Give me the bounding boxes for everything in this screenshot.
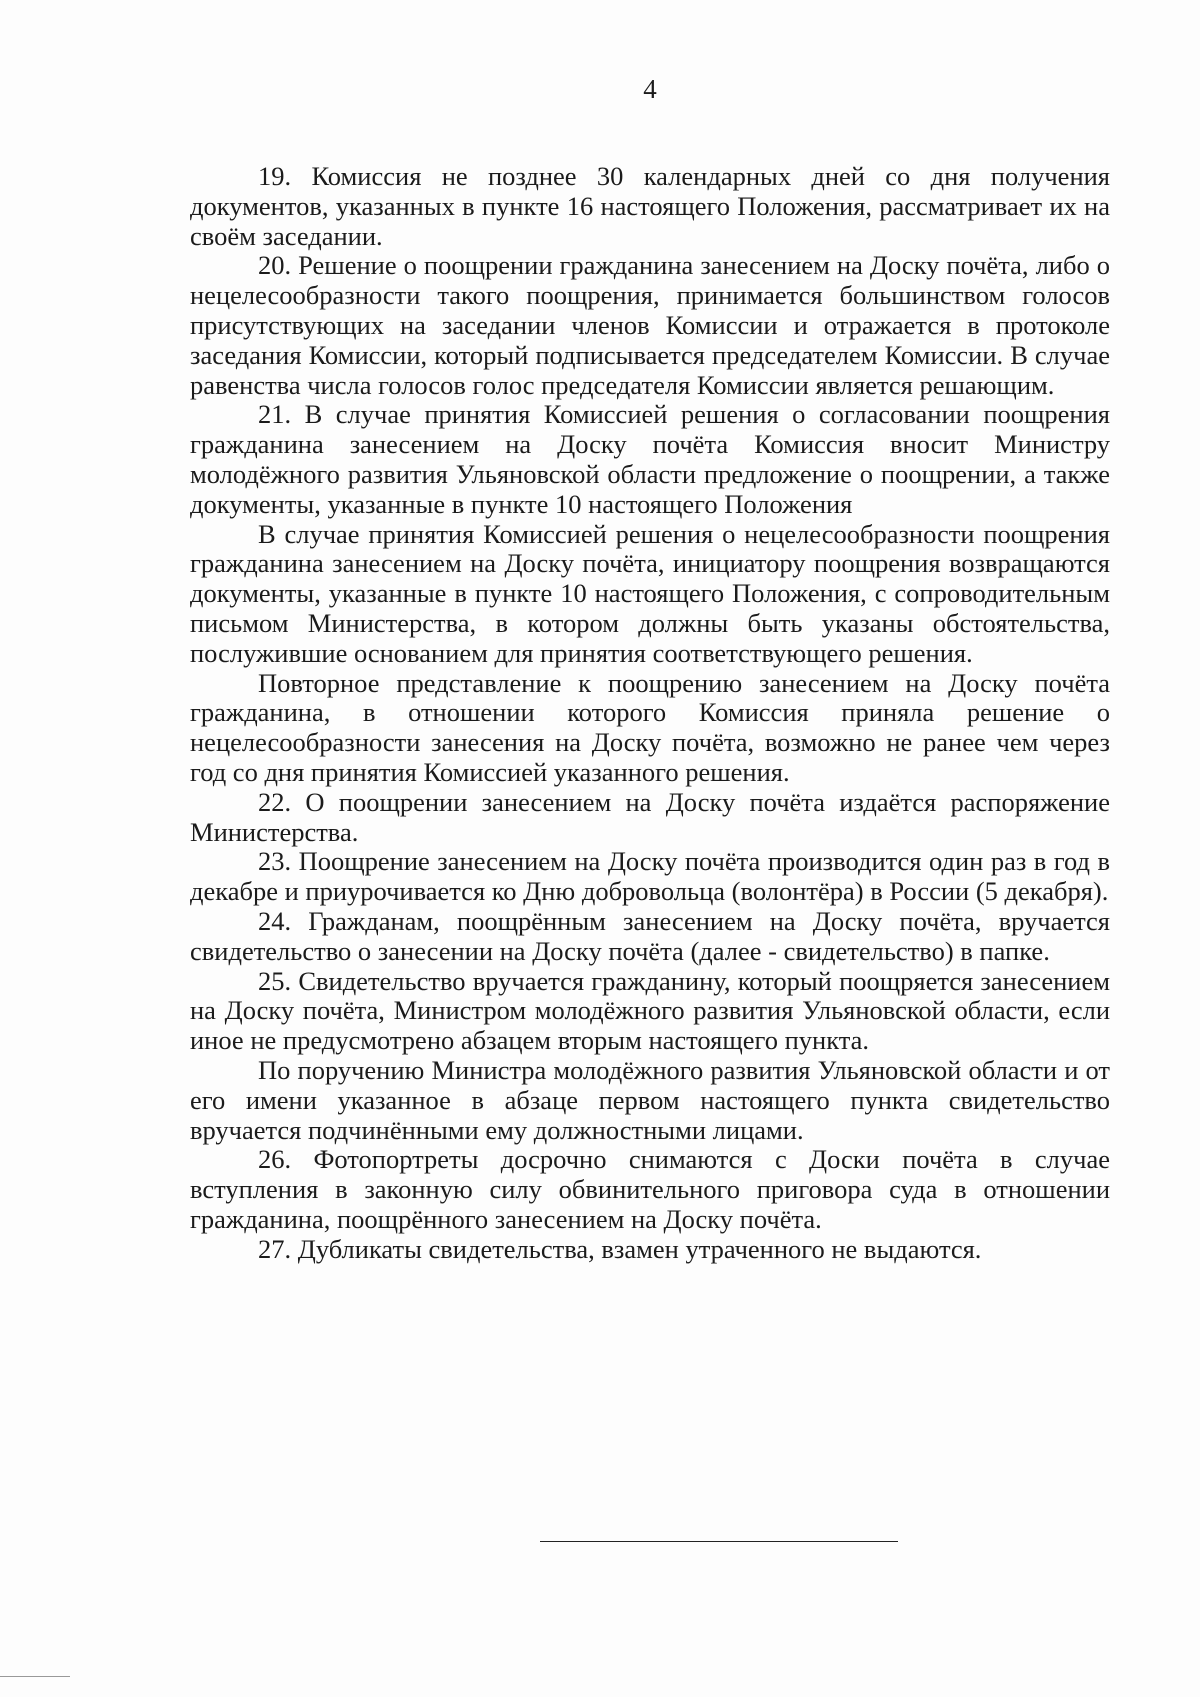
paragraph-21-refusal: В случае принятия Комиссией решения о нецелесообразности поощрения гражданина занесением на Доску почёта, инициатору поощрения возвращаются документы, указанные в пункте 10 настоящего Положения, с сопроводительным письмом Министерства, в котором должны быть указаны обстоятельства, послужившие основанием для принятия соответствующего решения. [190, 518, 1110, 668]
paragraph-23: 23. Поощрение занесением на Доску почёта производится один раз в год в декабре и приурочивается ко Дню добровольца (волонтёра) в России (5 декабря). [190, 846, 1110, 907]
paragraph-21: 21. В случае принятия Комиссией решения о согласовании поощрения гражданина занесением на Доску почёта Комиссия вносит Министру молодёжного развития Ульяновской области предложение о поощрении, а также документы, указанные в пункте 10 настоящего Положения [190, 399, 1110, 519]
paragraph-19: 19. Комиссия не позднее 30 календарных дней со дня получения документов, указанных в пункте 16 настоящего Положения, рассматривает их на своём заседании. [190, 161, 1110, 251]
paragraph-20: 20. Решение о поощрении гражданина занесением на Доску почёта, либо о нецелесообразности такого поощрения, принимается большинством голосов присутствующих на заседании членов Комиссии и отражается в протоколе заседания Комиссии, который подписывается председателем Комиссии. В случае равенства числа голосов голос председателя Комиссии является решающим. [190, 250, 1110, 400]
page-number: 4 [643, 74, 657, 104]
paragraph-22: 22. О поощрении занесением на Доску почёта издаётся распоряжение Министерства. [190, 786, 1110, 847]
paragraph-25-delegation: По поручению Министра молодёжного развития Ульяновской области и от его имени указанное в абзаце первом настоящего пункта свидетельство вручается подчинёнными ему должностными лицами. [190, 1054, 1110, 1145]
paragraph-24: 24. Гражданам, поощрённым занесением на Доску почёта, вручается свидетельство о занесении на Доску почёта (далее - свидетельство) в папке. [190, 905, 1110, 966]
document-body [190, 162, 1110, 1264]
paragraph-26: 26. Фотопортреты досрочно снимаются с Доски почёта в случае вступления в законную силу обвинительного приговора суда в отношении гражданина, поощрённого занесением на Доску почёта. [190, 1144, 1110, 1234]
paragraph-27: 27. Дубликаты свидетельства, взамен утраченного не выдаются. [258, 1233, 982, 1264]
scan-edge-mark [0, 1676, 70, 1677]
paragraph-25: 25. Свидетельство вручается гражданину, который поощряется занесением на Доску почёта, Министром молодёжного развития Ульяновской области, если иное не предусмотрено абзацем вторым настоящего пункта. [190, 965, 1110, 1056]
paragraph-21-resubmission: Повторное представление к поощрению занесением на Доску почёта гражданина, в отношении которого Комиссия приняла решение о нецелесообразности занесения на Доску почёта, возможно не ранее чем через год со дня принятия Комиссией указанного решения. [190, 667, 1110, 787]
closing-rule [540, 1541, 898, 1542]
